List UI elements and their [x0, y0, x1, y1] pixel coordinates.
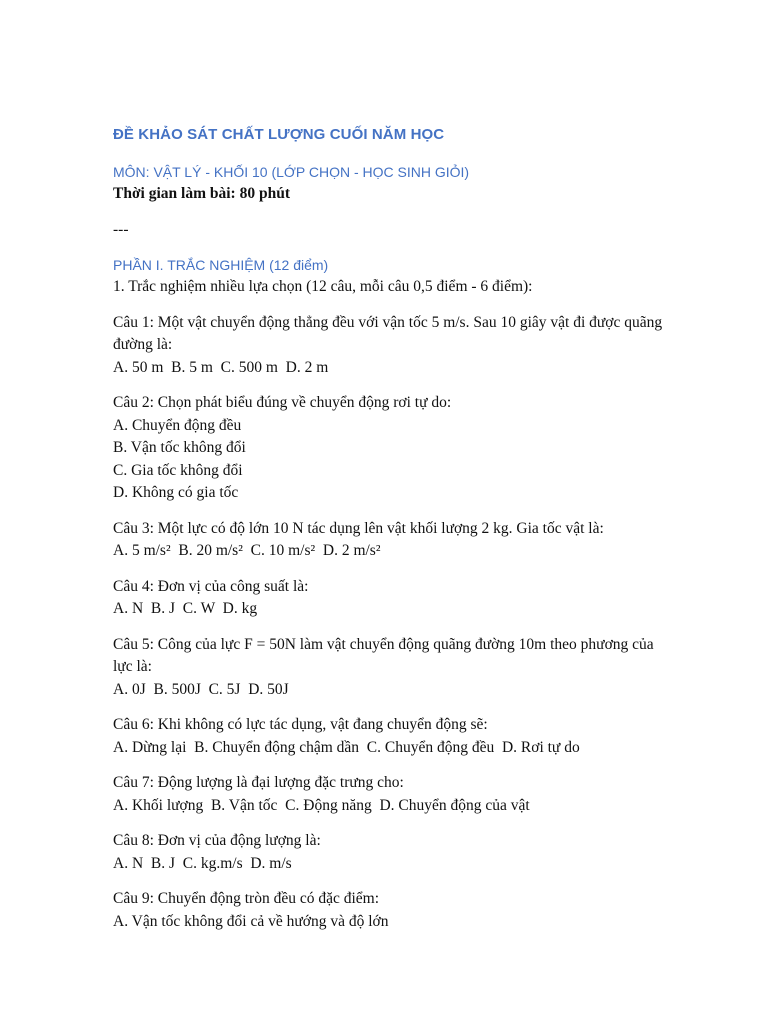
question-stem: Câu 1: Một vật chuyển động thẳng đều với vận tốc 5 m/s. Sau 10 giây vật đi được quãng đường là: [113, 313, 663, 353]
question-stem: Câu 9: Chuyển động tròn đều có đặc điểm: [113, 890, 380, 907]
separator: --- [113, 220, 129, 238]
question [113, 888, 673, 933]
exam-title: ĐỀ KHẢO SÁT CHẤT LƯỢNG CUỐI NĂM HỌC [113, 126, 445, 143]
question-options: A. 0J B. 500J C. 5J D. 50J [113, 680, 289, 698]
question-stem: Câu 7: Động lượng là đại lượng đặc trưng cho: [113, 774, 404, 791]
question [113, 634, 673, 702]
question [113, 830, 673, 875]
question-options: A. 5 m/s² B. 20 m/s² C. 10 m/s² D. 2 m/s² [113, 542, 381, 559]
exam-subject: MÔN: VẬT LÝ - KHỐI 10 (LỚP CHỌN - HỌC SINH GIỎI) [113, 164, 470, 180]
section-title: PHẦN I. TRẮC NGHIỆM (12 điểm) [113, 257, 329, 273]
question-options: A. Khối lượng B. Vận tốc C. Động năng D. Chuyển động của vật [113, 796, 530, 814]
question [113, 312, 673, 380]
question-option: C. Gia tốc không đổi [113, 461, 243, 479]
question-options: A. Dừng lại B. Chuyển động chậm dần C. Chuyển động đều D. Rơi tự do [113, 738, 580, 756]
question-option: A. Chuyển động đều [113, 416, 242, 434]
question-stem: Câu 4: Đơn vị của công suất là: [113, 577, 309, 595]
question-option: B. Vận tốc không đổi [113, 439, 246, 456]
question [113, 518, 673, 563]
question-stem: Câu 2: Chọn phát biểu đúng về chuyển động rơi tự do: [113, 394, 452, 411]
question-option: A. Vận tốc không đổi cả về hướng và độ lớn [113, 912, 389, 930]
question [113, 392, 673, 505]
question-options: A. N B. J C. W D. kg [113, 600, 258, 617]
document-body [113, 124, 673, 933]
question-option: D. Không có gia tốc [113, 484, 239, 501]
exam-time: Thời gian làm bài: 80 phút [113, 185, 290, 202]
question [113, 714, 673, 759]
question-stem: Câu 3: Một lực có độ lớn 10 N tác dụng lên vật khối lượng 2 kg. Gia tốc vật là: [113, 519, 604, 537]
question-stem: Câu 6: Khi không có lực tác dụng, vật đang chuyển động sẽ: [113, 716, 488, 733]
question [113, 576, 673, 621]
section-intro: 1. Trắc nghiệm nhiều lựa chọn (12 câu, mỗi câu 0,5 điểm - 6 điểm): [113, 278, 533, 295]
question-stem: Câu 5: Công của lực F = 50N làm vật chuyển động quãng đường 10m theo phương của lực là: [113, 635, 654, 675]
question-options: A. 50 m B. 5 m C. 500 m D. 2 m [113, 358, 329, 376]
question-stem: Câu 8: Đơn vị của động lượng là: [113, 832, 321, 849]
question-options: A. N B. J C. kg.m/s D. m/s [113, 854, 292, 872]
question [113, 772, 673, 817]
